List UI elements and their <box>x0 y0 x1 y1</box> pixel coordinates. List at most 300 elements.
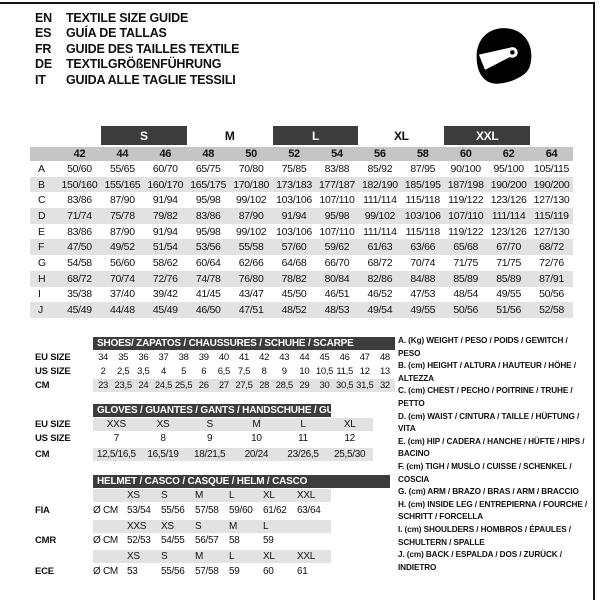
size-value: 87/95 <box>410 162 436 175</box>
shoes-value: 39 <box>198 352 209 363</box>
helmet-size-label: L <box>229 490 235 501</box>
helmet-size-value: 52/53 <box>127 535 151 547</box>
size-value: 55/58 <box>238 241 264 254</box>
gloves-value: 11 <box>298 433 308 444</box>
shoes-value: 34 <box>98 352 109 363</box>
size-value: 51/54 <box>152 241 178 254</box>
helmet-values-cells <box>93 534 331 549</box>
size-value: 50/60 <box>67 162 92 175</box>
helmet-sizes-row-ece <box>35 550 390 563</box>
shoes-value: 27 <box>218 380 229 391</box>
size-value: 45/49 <box>67 304 92 317</box>
size-column-header: 62 <box>502 148 515 160</box>
size-value: 119/122 <box>448 194 484 207</box>
helmet-values-cells <box>93 564 331 579</box>
size-value: 50/56 <box>539 288 564 301</box>
size-value: 190/200 <box>533 178 570 191</box>
measurement-row-label: B <box>38 178 45 191</box>
size-value: 87/90 <box>109 194 135 207</box>
size-value: 37/40 <box>109 288 135 301</box>
helmet-size-label: M <box>195 490 204 501</box>
measurement-row-label: F <box>38 241 45 254</box>
size-value: 60/70 <box>152 162 178 175</box>
size-value: 123/126 <box>490 194 527 207</box>
size-value: 83/88 <box>324 162 350 175</box>
shoes-value: 40 <box>218 352 229 363</box>
shoes-cells <box>93 351 395 364</box>
helmet-size-value: 59/60 <box>229 504 253 516</box>
shoes-value: 4 <box>160 366 166 377</box>
size-value: 48/53 <box>324 304 350 317</box>
gloves-value: L <box>300 419 306 430</box>
gloves-value: 7 <box>113 433 119 444</box>
shoes-value: 37 <box>158 352 169 363</box>
size-value: 71/74 <box>67 209 92 222</box>
size-value: 46/51 <box>324 288 350 301</box>
size-value: 64/68 <box>281 256 307 269</box>
helmet-size-value: 63/64 <box>297 504 321 516</box>
size-value: 41/45 <box>195 288 221 301</box>
size-value: 70/74 <box>109 272 135 285</box>
language-row-es <box>35 26 239 42</box>
helmet-size-label: XL <box>263 490 275 501</box>
size-value: 47/51 <box>238 304 264 317</box>
top-border-line <box>0 2 595 4</box>
size-value: 62/66 <box>238 256 264 269</box>
size-value: 75/85 <box>281 162 307 175</box>
measurement-row-b <box>30 177 573 193</box>
shoes-row-2 <box>35 379 395 392</box>
gloves-value: 18/21,5 <box>194 449 226 460</box>
size-value: 103/106 <box>276 225 312 238</box>
legend-item-j: J. (cm) BACK / ESPALDA / DOS / ZURÜCK / INDIETRO <box>398 550 562 572</box>
size-value: 173/183 <box>276 178 312 191</box>
size-value: 107/110 <box>319 225 355 238</box>
size-value: 103/106 <box>276 194 312 207</box>
language-title: GUÍA DE TALLAS <box>66 26 167 41</box>
size-band-xl: XL <box>393 128 409 143</box>
measurement-row-label: A <box>38 162 45 175</box>
helmet-sizes-row-cmr <box>35 520 390 533</box>
size-band-l: L <box>273 126 359 145</box>
size-value: 87/91 <box>539 272 564 285</box>
language-title: GUIDE DES TAILLES TEXTILE <box>66 41 240 56</box>
size-value: 68/72 <box>539 241 564 254</box>
size-value: 48/52 <box>281 304 307 317</box>
shoes-value: 48 <box>379 352 390 363</box>
measurement-row-e <box>30 224 573 240</box>
size-band-xxl: XXL <box>444 126 530 145</box>
size-value: 107/110 <box>319 194 355 207</box>
size-value: 182/190 <box>361 178 398 191</box>
size-value: 90/100 <box>450 162 481 175</box>
helmet-size-label: XL <box>263 551 275 562</box>
gloves-cells <box>93 448 373 461</box>
shoes-value: 23,5 <box>114 380 132 391</box>
size-value: 59/62 <box>324 241 350 254</box>
size-band-row <box>30 126 573 145</box>
size-value: 119/122 <box>448 225 484 238</box>
measurement-row-label: D <box>38 209 46 222</box>
size-value: 54/58 <box>67 256 92 269</box>
language-row-it <box>35 72 239 88</box>
language-code: EN <box>35 10 52 25</box>
legend-item-c: C. (cm) CHEST / PECHO / POITRINE / TRUHE / PETTO <box>398 386 573 408</box>
helmet-standard-label: ECE <box>35 565 54 577</box>
gloves-value: 25,5/30 <box>334 449 366 460</box>
shoes-section-title: SHOES/ ZAPATOS / CHAUSSURES / SCHUHE / SCARPE <box>93 337 395 350</box>
size-value: 46/50 <box>195 304 221 317</box>
size-column-header: 42 <box>73 148 86 160</box>
size-value: 190/200 <box>490 178 527 191</box>
measurement-row-label: J <box>38 304 43 317</box>
helmet-size-label: L <box>263 520 269 532</box>
helmet-values-row-cmr <box>35 534 390 549</box>
helmet-sizes-row-fia <box>35 489 390 502</box>
racing-helmet-icon <box>466 20 542 100</box>
size-value: 39/42 <box>152 288 178 301</box>
shoes-row-0 <box>35 351 395 364</box>
size-value: 83/86 <box>67 194 92 207</box>
gloves-size-rows <box>35 418 373 461</box>
helmet-size-rows <box>35 489 390 579</box>
size-value: 56/60 <box>109 256 135 269</box>
shoes-value: 27,5 <box>235 380 253 391</box>
language-title: TEXTILGRÖßENFÜHRUNG <box>66 57 222 72</box>
helmet-section-title: HELMET / CASCO / CASQUE / HELM / CASCO <box>93 475 390 488</box>
shoes-value: 6,5 <box>217 366 231 377</box>
legend-item-i: I. (cm) SHOULDERS / HOMBROS / ÉPAULES / SCHULTERN / SPALLE <box>398 524 571 547</box>
size-value: 150/160 <box>61 178 98 191</box>
gloves-value: 20/24 <box>244 449 269 460</box>
helmet-sizes-cells <box>93 520 331 533</box>
gloves-value: XXS <box>106 419 126 430</box>
size-value: 72/76 <box>539 256 564 269</box>
size-value: 71/75 <box>453 256 479 269</box>
legend-item-d: D. (cm) WAIST / CINTURA / TAILLE / HÜFTUNG / VITA <box>398 411 580 434</box>
gloves-value: 8 <box>160 433 166 444</box>
measurement-row-label: E <box>38 225 45 238</box>
helmet-values-row-ece <box>35 564 390 579</box>
measurement-row-label: H <box>38 272 46 285</box>
language-code: FR <box>35 41 52 56</box>
helmet-values-cells <box>93 503 331 518</box>
shoes-value: 46 <box>339 352 350 363</box>
size-value: 185/195 <box>404 178 441 191</box>
shoes-row-label: EU SIZE <box>35 352 71 363</box>
shoes-value: 24 <box>138 380 149 391</box>
shoes-value: 44 <box>299 352 310 363</box>
size-value: 87/90 <box>109 225 135 238</box>
shoes-value: 2,5 <box>117 366 130 377</box>
helmet-size-value: 55/56 <box>161 565 185 577</box>
helmet-size-label: XXS <box>127 520 147 532</box>
size-value: 49/54 <box>367 304 393 317</box>
size-column-header: 44 <box>116 148 129 160</box>
size-column-header: 58 <box>416 148 429 160</box>
shoes-value: 12 <box>359 366 370 377</box>
size-value: 165/175 <box>190 178 227 191</box>
legend-item-e: E. (cm) HIP / CADERA / HANCHE / HÜFTE / HIPS / BACINO <box>398 436 585 459</box>
size-value: 82/86 <box>367 272 393 285</box>
helmet-size-section <box>35 475 390 579</box>
language-code: DE <box>35 57 52 72</box>
measurement-row-label: G <box>38 256 46 269</box>
size-value: 46/52 <box>367 288 393 301</box>
shoes-row-label: CM <box>35 380 50 391</box>
gloves-value: 9 <box>207 433 213 444</box>
size-value: 160/170 <box>147 178 184 191</box>
legend-item-a: A. (Kg) WEIGHT / PESO / POIDS / GEWITCH / PESO <box>398 336 568 358</box>
helmet-size-value: 57/58 <box>195 504 219 516</box>
size-column-header: 56 <box>374 148 386 160</box>
gloves-cells <box>93 418 373 431</box>
helmet-size-value: 53/54 <box>127 504 151 516</box>
shoes-cells <box>93 365 395 378</box>
right-border-line <box>593 2 595 600</box>
helmet-size-value: 61/62 <box>263 504 287 516</box>
shoes-value: 13 <box>379 366 390 377</box>
shoes-cells <box>93 379 395 392</box>
helmet-unit-label: Ø CM <box>93 535 118 547</box>
size-value: 83/86 <box>67 225 92 238</box>
size-value: 95/98 <box>195 225 221 238</box>
measurement-row-d <box>30 208 573 224</box>
helmet-size-label: M <box>195 551 204 562</box>
shoes-value: 31,5 <box>356 380 374 391</box>
size-value: 71/75 <box>496 256 521 269</box>
helmet-unit-label: Ø CM <box>93 565 118 577</box>
helmet-sizes-cells <box>93 489 331 502</box>
size-value: 63/66 <box>410 241 436 254</box>
size-value: 65/75 <box>195 162 221 175</box>
size-value: 60/64 <box>195 256 221 269</box>
helmet-size-label: XS <box>127 490 140 501</box>
legend-item-b: B. (cm) HEIGHT / ALTURA / HAUTEUR / HÖHE / ALTEZZA <box>398 361 576 383</box>
helmet-sizes-cells <box>93 550 331 563</box>
gloves-value: 16,5/19 <box>147 449 179 460</box>
size-value: 50/56 <box>453 304 479 317</box>
language-title-list <box>35 10 239 88</box>
shoes-value: 11,5 <box>336 366 353 377</box>
size-value: 49/55 <box>410 304 436 317</box>
gloves-value: XL <box>343 419 356 430</box>
size-value: 76/80 <box>238 272 264 285</box>
shoes-value: 28 <box>259 380 270 391</box>
shoes-value: 23 <box>98 380 109 391</box>
measurement-row-i <box>30 287 573 303</box>
helmet-size-value: 58 <box>229 535 240 547</box>
size-value: 44/48 <box>109 304 135 317</box>
size-value: 78/82 <box>281 272 307 285</box>
size-column-header: 52 <box>288 148 300 160</box>
shoes-value: 41 <box>239 352 249 363</box>
size-value: 48/54 <box>453 288 479 301</box>
measurement-row-a <box>30 161 573 177</box>
gloves-value: S <box>206 419 213 430</box>
size-value: 170/180 <box>233 178 270 191</box>
size-value: 127/130 <box>533 225 570 238</box>
size-column-header: 64 <box>545 148 558 160</box>
helmet-size-value: 59 <box>263 535 274 547</box>
size-value: 66/70 <box>324 256 350 269</box>
size-column-header: 48 <box>202 148 215 160</box>
measurement-row-j <box>30 302 573 318</box>
helmet-size-label: S <box>161 551 168 562</box>
size-value: 99/102 <box>235 194 267 207</box>
shoes-value: 3,5 <box>137 366 150 377</box>
size-value: 47/50 <box>67 241 92 254</box>
size-column-header: 54 <box>331 148 343 160</box>
size-value: 70/80 <box>238 162 264 175</box>
helmet-size-label: XS <box>127 551 140 562</box>
helmet-size-label: L <box>229 551 235 562</box>
shoes-value: 32 <box>379 380 390 391</box>
size-band-m: M <box>224 128 235 143</box>
shoes-value: 7,5 <box>237 366 251 377</box>
size-value: 111/114 <box>363 225 397 238</box>
size-value: 111/114 <box>363 194 397 207</box>
size-value: 68/72 <box>67 272 92 285</box>
helmet-standard-label: FIA <box>35 504 50 516</box>
size-value: 115/118 <box>405 194 440 207</box>
shoes-value: 10 <box>299 366 310 377</box>
language-title: GUIDA ALLE TAGLIE TESSILI <box>66 72 236 87</box>
shoes-value: 26 <box>198 380 209 391</box>
shoes-value: 5 <box>181 366 187 377</box>
size-value: 107/110 <box>448 209 484 222</box>
size-band-s: S <box>101 126 187 145</box>
helmet-size-value: 61 <box>297 565 308 577</box>
size-value: 57/60 <box>281 241 307 254</box>
shoes-value: 45 <box>319 352 330 363</box>
shoes-value: 9 <box>281 366 287 377</box>
legend-item-f: F. (cm) TIGH / MUSLO / CUISSE / SCHENKEL / COSCIA <box>398 461 572 484</box>
size-value: 115/119 <box>534 209 569 222</box>
size-value: 49/55 <box>496 288 521 301</box>
size-value: 127/130 <box>533 194 570 207</box>
size-value: 177/187 <box>319 178 355 191</box>
gloves-row-label: CM <box>35 449 50 460</box>
size-value: 85/92 <box>367 162 393 175</box>
size-value: 75/78 <box>109 209 135 222</box>
size-value: 84/88 <box>410 272 436 285</box>
language-row-en <box>35 10 239 26</box>
shoes-value: 8 <box>261 366 267 377</box>
size-value: 53/56 <box>195 241 221 254</box>
helmet-standard-label: CMR <box>35 535 57 547</box>
shoes-size-rows <box>35 351 395 392</box>
gloves-section-title: GLOVES / GUANTES / GANTS / HANDSCHUHE / GUANTI <box>93 404 331 417</box>
language-row-de <box>35 57 239 73</box>
size-value: 105/115 <box>534 162 570 175</box>
gloves-row-2 <box>35 448 373 461</box>
gloves-value: 12 <box>344 433 355 444</box>
shoes-value: 29 <box>299 380 310 391</box>
size-column-header: 60 <box>459 148 472 160</box>
shoes-value: 47 <box>359 352 370 363</box>
helmet-unit-label: Ø CM <box>93 504 118 516</box>
size-value: 91/94 <box>152 194 178 207</box>
gloves-row-label: US SIZE <box>35 433 71 444</box>
size-value: 49/52 <box>109 241 135 254</box>
gloves-row-0 <box>35 418 373 431</box>
size-value: 51/56 <box>496 304 521 317</box>
shoes-value: 43 <box>279 352 290 363</box>
size-value: 85/89 <box>453 272 479 285</box>
size-value: 43/47 <box>238 288 264 301</box>
size-value: 35/38 <box>67 288 92 301</box>
helmet-size-value: 60 <box>263 565 274 577</box>
size-value: 79/82 <box>152 209 178 222</box>
size-value: 95/98 <box>324 209 350 222</box>
shoes-size-section <box>35 337 395 392</box>
size-value: 155/165 <box>104 178 141 191</box>
measurement-row-label: C <box>38 194 46 207</box>
measurement-row-f <box>30 239 573 255</box>
measurement-row-c <box>30 192 573 208</box>
shoes-row-label: US SIZE <box>35 366 71 377</box>
size-value: 103/106 <box>404 209 441 222</box>
helmet-size-value: 59 <box>229 565 240 577</box>
gloves-row-label: EU SIZE <box>35 419 71 430</box>
size-value: 45/50 <box>281 288 307 301</box>
helmet-size-label: XS <box>161 520 174 532</box>
language-title: TEXTILE SIZE GUIDE <box>66 10 189 25</box>
gloves-size-section <box>35 404 373 461</box>
helmet-size-label: S <box>195 520 202 532</box>
shoes-value: 10,5 <box>315 366 334 377</box>
shoes-value: 36 <box>138 352 149 363</box>
gloves-value: 23/26,5 <box>287 449 319 460</box>
shoes-value: 24,5 <box>154 380 173 391</box>
shoes-value: 30 <box>319 380 330 391</box>
size-value: 95/98 <box>195 194 221 207</box>
shoes-row-1 <box>35 365 395 378</box>
helmet-size-value: 54/55 <box>161 535 185 547</box>
size-value: 67/70 <box>496 241 521 254</box>
size-value: 61/63 <box>367 241 393 254</box>
size-value: 99/102 <box>364 209 396 222</box>
helmet-size-value: 57/58 <box>195 565 219 577</box>
gloves-cells <box>93 432 373 445</box>
helmet-size-label: S <box>161 490 168 501</box>
size-value: 65/68 <box>453 241 479 254</box>
size-value: 72/76 <box>152 272 178 285</box>
size-value: 74/78 <box>195 272 221 285</box>
legend-item-h: H. (cm) INSIDE LEG / ENTREPIERNA / FOURCHE / SCHRITT / FORCELLA <box>398 499 588 522</box>
shoes-value: 30,5 <box>336 380 354 391</box>
size-value: 58/62 <box>152 256 178 269</box>
helmet-size-label: XXL <box>297 490 316 501</box>
shoes-value: 35 <box>118 352 129 363</box>
size-value: 99/102 <box>235 225 267 238</box>
helmet-size-value: 53 <box>127 565 138 577</box>
shoes-value: 25,5 <box>174 380 193 391</box>
helmet-size-label: XXL <box>297 551 316 562</box>
gloves-value: 12,5/16,5 <box>96 449 136 460</box>
language-code: IT <box>35 72 46 87</box>
size-value: 68/72 <box>367 256 393 269</box>
helmet-size-label: M <box>229 520 238 532</box>
gloves-value: XS <box>156 419 170 430</box>
textile-size-table <box>30 126 573 318</box>
size-value: 70/74 <box>410 256 436 269</box>
gloves-value: 10 <box>251 433 262 444</box>
language-code: ES <box>35 26 52 41</box>
size-value: 87/90 <box>238 209 264 222</box>
gloves-row-1 <box>35 432 373 445</box>
